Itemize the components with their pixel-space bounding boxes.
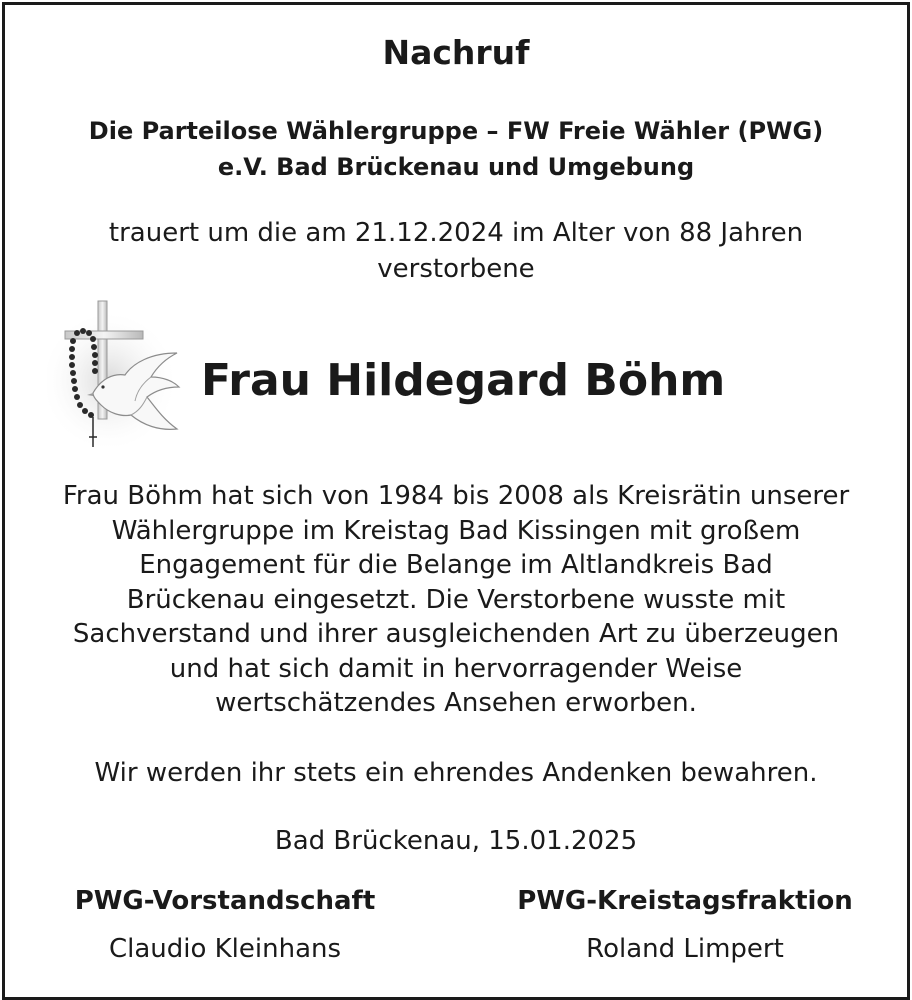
deceased-name: Frau Hildegard Böhm: [201, 355, 726, 406]
tribute-line: Sachverstand und ihrer ausgleichenden Art zu überzeugen: [72, 619, 840, 649]
intro-text: [5, 215, 907, 287]
organization-name: [5, 113, 907, 185]
organization-line-1: Die Parteilose Wählergruppe – FW Freie Wähler (PWG): [88, 117, 824, 145]
cross-dove-rosary-icon: [47, 297, 187, 449]
obituary-notice: [2, 2, 910, 1000]
intro-line-2: verstorbene: [377, 254, 535, 284]
tribute-line: Frau Böhm hat sich von 1984 bis 2008 als Kreisrätin unserer: [62, 481, 850, 511]
tribute-line: Brückenau eingesetzt. Die Verstorbene wusste mit: [126, 584, 786, 615]
notice-heading: Nachruf: [382, 33, 530, 72]
signature-right-title: PWG-Kreistagsfraktion: [517, 886, 853, 916]
intro-line-1: trauert um die am 21.12.2024 im Alter von 88 Jahren: [108, 218, 804, 248]
closing-sentence: Wir werden ihr stets ein ehrendes Andenken bewahren.: [94, 758, 818, 788]
tribute-line: und hat sich damit in hervorragender Weise: [169, 653, 743, 684]
tribute-line: Wählergruppe im Kreistag Bad Kissingen mit großem: [111, 515, 801, 546]
tribute-line: Engagement für die Belange im Altlandkreis Bad: [139, 550, 773, 580]
tribute-line: wertschätzendes Ansehen erworben.: [215, 688, 697, 718]
signature-left-title: PWG-Vorstandschaft: [74, 886, 376, 916]
tribute-text: [5, 479, 907, 721]
signature-right-name: Roland Limpert: [586, 934, 784, 964]
signature-left-name: Claudio Kleinhans: [108, 934, 342, 964]
organization-line-2: e.V. Bad Brückenau und Umgebung: [217, 153, 695, 181]
place-and-date: Bad Brückenau, 15.01.2025: [274, 826, 638, 856]
